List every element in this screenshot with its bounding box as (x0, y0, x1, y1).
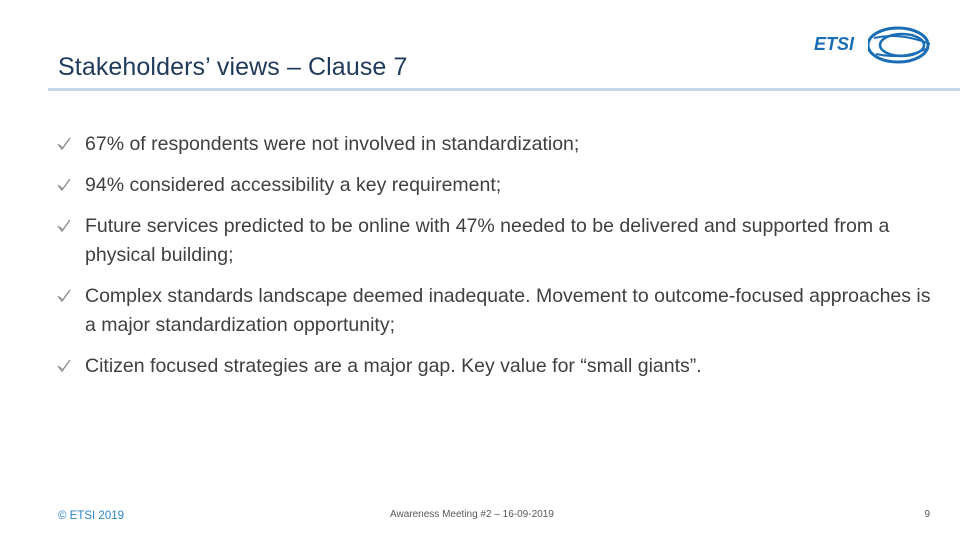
bullet-text: 94% considered accessibility a key requirement; (85, 174, 502, 196)
bullet-item (56, 130, 936, 159)
checkmark-icon (56, 288, 72, 304)
bullet-text: 67% of respondents were not involved in standardization; (85, 133, 580, 155)
logo-text: ETSI (814, 34, 855, 54)
checkmark-icon (56, 177, 72, 193)
footer-event: Awareness Meeting #2 – 16-09-2019 (390, 509, 554, 520)
bullet-item (56, 352, 936, 381)
footer-copyright: © ETSI 2019 (58, 510, 125, 522)
bullet-item (56, 212, 936, 270)
bullet-text: Complex standards landscape deemed inadequate. Movement to outcome-focused approaches is a major standardization opportunity; (85, 285, 931, 336)
slide-title: Stakeholders’ views – Clause 7 (58, 53, 408, 81)
bullet-list (56, 130, 936, 393)
title-divider (48, 88, 960, 91)
page-number: 9 (924, 509, 930, 520)
bullet-item (56, 282, 936, 340)
checkmark-icon (56, 358, 72, 374)
checkmark-icon (56, 218, 72, 234)
bullet-text: Citizen focused strategies are a major gap. Key value for “small giants”. (85, 355, 702, 377)
bullet-item (56, 171, 936, 200)
bullet-text: Future services predicted to be online with 47% needed to be delivered and supported from a physical building; (85, 215, 890, 266)
etsi-logo (812, 24, 936, 66)
checkmark-icon (56, 136, 72, 152)
